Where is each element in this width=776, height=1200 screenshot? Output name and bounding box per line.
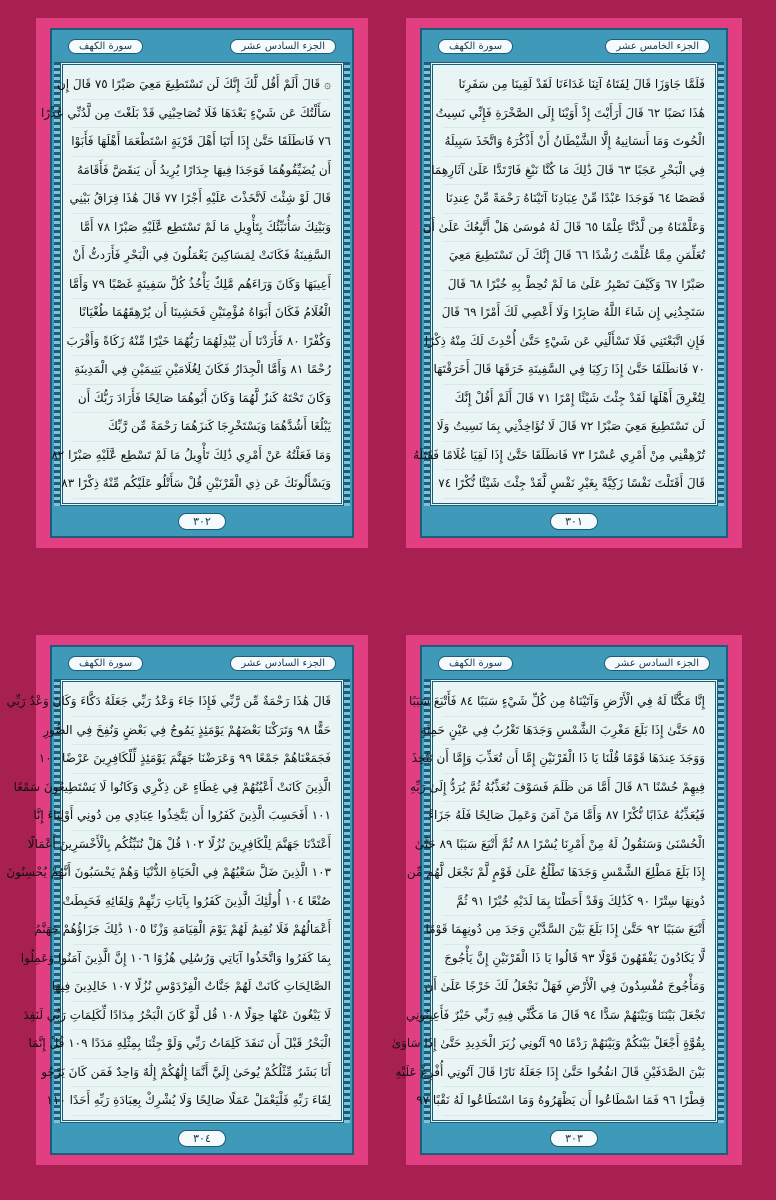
juz-name: الجزء الخامس عشر bbox=[605, 39, 710, 54]
text-line: بَيْنَ الصَّدَفَيْنِ قَالَ انفُخُوا حَتَّىٰ إِذَا جَعَلَهُ نَارًا قَالَ آتُونِي أُفْرِغْ عَلَيْهِ bbox=[443, 1059, 705, 1088]
text-line: فَإِنِ اتَّبَعْتَنِي فَلَا تَسْأَلْنِي عَن شَيْءٍ حَتَّىٰ أُحْدِثَ لَكَ مِنْهُ ذِكْرًا bbox=[443, 328, 705, 357]
text-line: أَعْتَدْنَا جَهَنَّمَ لِلْكَافِرِينَ نُزُلًا ١٠٢ قُلْ هَلْ نُنَبِّئُكُم بِالْأَخْسَرِينَ أَعْمَالًا bbox=[73, 831, 331, 860]
text-line: سَتَجِدُنِي إِن شَاءَ اللَّهُ صَابِرًا وَلَا أَعْصِي لَكَ أَمْرًا ٦٩ قَالَ bbox=[443, 299, 705, 328]
text-line: قَالَ أَقَتَلْتَ نَفْسًا زَكِيَّةً بِغَيْرِ نَفْسٍ لَّقَدْ جِئْتَ شَيْئًا نُّكْرًا ٧٤ bbox=[443, 470, 705, 499]
text-line: هَٰذَا نَصَبًا ٦٢ قَالَ أَرَأَيْتَ إِذْ أَوَيْنَا إِلَى الصَّخْرَةِ فَإِنِّي نَسِيتُ bbox=[443, 100, 705, 129]
text-line: الْغُلَامُ فَكَانَ أَبَوَاهُ مُؤْمِنَيْنِ فَخَشِينَا أَن يُرْهِقَهُمَا طُغْيَانًا bbox=[73, 299, 331, 328]
verse-text bbox=[6, 682, 341, 1116]
page-footer bbox=[422, 1130, 726, 1147]
text-line: سَأَلْتُكَ عَن شَيْءٍ بَعْدَهَا فَلَا تُصَاحِبْنِي قَدْ بَلَغْتَ مِن لَّدُنِّي عُذْرًا bbox=[73, 100, 331, 129]
text-line: ٨٥ حَتَّىٰ إِذَا بَلَغَ مَغْرِبَ الشَّمْسِ وَجَدَهَا تَغْرُبُ فِي عَيْنٍ حَمِئَةٍ bbox=[443, 717, 705, 746]
page-header bbox=[68, 653, 336, 673]
text-line: رُحْمًا ٨١ وَأَمَّا الْجِدَارُ فَكَانَ لِغُلَامَيْنِ يَتِيمَيْنِ فِي الْمَدِينَةِ bbox=[73, 356, 331, 385]
text-frame bbox=[391, 679, 718, 1123]
text-line: بِقُوَّةٍ أَجْعَلْ بَيْنَكُمْ وَبَيْنَهُمْ رَدْمًا ٩٥ آتُونِي زُبَرَ الْحَدِيدِ حَتَّىٰ إِذَا سَاوَىٰ bbox=[443, 1030, 705, 1059]
mushaf-page bbox=[6, 645, 354, 1155]
text-line: وَوَجَدَ عِندَهَا قَوْمًا قُلْنَا يَا ذَا الْقَرْنَيْنِ إِمَّا أَن تُعَذِّبَ وَإِمَّا أَن تَتَّخِذَ bbox=[443, 745, 705, 774]
text-line: ٧٦ فَانطَلَقَا حَتَّىٰ إِذَا أَتَيَا أَهْلَ قَرْيَةٍ اسْتَطْعَمَا أَهْلَهَا فَأَبَوْا bbox=[73, 128, 331, 157]
text-line: حَقًّا ٩٨ وَتَرَكْنَا بَعْضَهُمْ يَوْمَئِذٍ يَمُوجُ فِي بَعْضٍ وَنُفِخَ فِي الصُّورِ bbox=[73, 717, 331, 746]
text-line: أَن يُضَيِّفُوهُمَا فَوَجَدَا فِيهَا جِدَارًا يُرِيدُ أَن يَنقَضَّ فَأَقَامَهُ bbox=[73, 157, 331, 186]
text-line: أَتْبَعَ سَبَبًا ٩٢ حَتَّىٰ إِذَا بَلَغَ بَيْنَ السَّدَّيْنِ وَجَدَ مِن دُونِهِمَا قَوْمًا bbox=[443, 916, 705, 945]
text-frame bbox=[41, 62, 344, 506]
surah-name: سورة الكهف bbox=[438, 39, 513, 54]
verse-text bbox=[391, 682, 715, 1116]
text-line: وَعَلَّمْنَاهُ مِن لَّدُنَّا عِلْمًا ٦٥ قَالَ لَهُ مُوسَىٰ هَلْ أَتَّبِعُكَ عَلَىٰ أَن bbox=[443, 214, 705, 243]
text-line: ١٠١ أَفَحَسِبَ الَّذِينَ كَفَرُوا أَن يَتَّخِذُوا عِبَادِي مِن دُونِي أَوْلِيَاءَ إِنَّا bbox=[73, 802, 331, 831]
text-line: السَّفِينَةُ فَكَانَتْ لِمَسَاكِينَ يَعْمَلُونَ فِي الْبَحْرِ فَأَرَدتُّ أَنْ bbox=[73, 242, 331, 271]
text-line: الْبَحْرُ قَبْلَ أَن تَنفَدَ كَلِمَاتُ رَبِّي وَلَوْ جِئْنَا بِمِثْلِهِ مَدَدًا ١٠٩ قُلْ إِنَّمَا bbox=[73, 1030, 331, 1059]
text-line: فِي الْبَحْرِ عَجَبًا ٦٣ قَالَ ذَٰلِكَ مَا كُنَّا نَبْغِ فَارْتَدَّا عَلَىٰ آثَارِهِمَا bbox=[443, 157, 705, 186]
border-ornament bbox=[344, 62, 350, 506]
text-line: وَمَأْجُوجَ مُفْسِدُونَ فِي الْأَرْضِ فَهَلْ نَجْعَلُ لَكَ خَرْجًا عَلَىٰ أَن bbox=[443, 973, 705, 1002]
text-line: وَكُفْرًا ٨٠ فَأَرَدْنَا أَن يُبْدِلَهُمَا رَبُّهُمَا خَيْرًا مِّنْهُ زَكَاةً وَأَقْرَبَ bbox=[73, 328, 331, 357]
text-line: الْحُسْنَىٰ وَسَنَقُولُ لَهُ مِنْ أَمْرِنَا يُسْرًا ٨٨ ثُمَّ أَتْبَعَ سَبَبًا ٨٩ حَتَّىٰ bbox=[443, 831, 705, 860]
surah-name: سورة الكهف bbox=[68, 39, 143, 54]
text-line: قَالَ لَوْ شِئْتَ لَاتَّخَذْتَ عَلَيْهِ أَجْرًا ٧٧ قَالَ هَٰذَا فِرَاقُ بَيْنِي bbox=[73, 185, 331, 214]
text-line: قَصَصًا ٦٤ فَوَجَدَا عَبْدًا مِّنْ عِبَادِنَا آتَيْنَاهُ رَحْمَةً مِّنْ عِندِنَا bbox=[443, 185, 705, 214]
mushaf-page bbox=[41, 28, 354, 538]
text-line: ١٠٣ الَّذِينَ ضَلَّ سَعْيُهُمْ فِي الْحَيَاةِ الدُّنْيَا وَهُمْ يَحْسَبُونَ أَنَّهُمْ يُحْسِنُونَ bbox=[73, 859, 331, 888]
page-footer bbox=[422, 513, 726, 530]
text-line: وَيَسْأَلُونَكَ عَن ذِي الْقَرْنَيْنِ قُلْ سَأَتْلُو عَلَيْكُم مِّنْهُ ذِكْرًا ٨٣ bbox=[73, 470, 331, 499]
text-line: صَبْرًا ٦٧ وَكَيْفَ تَصْبِرُ عَلَىٰ مَا لَمْ تُحِطْ بِهِ خُبْرًا ٦٨ قَالَ bbox=[443, 271, 705, 300]
text-line: الَّذِينَ كَانَتْ أَعْيُنُهُمْ فِي غِطَاءٍ عَن ذِكْرِي وَكَانُوا لَا يَسْتَطِيعُونَ سَمْعًا bbox=[73, 774, 331, 803]
text-line: قِطْرًا ٩٦ فَمَا اسْطَاعُوا أَن يَظْهَرُوهُ وَمَا اسْتَطَاعُوا لَهُ نَقْبًا ٩٧ bbox=[443, 1087, 705, 1116]
page-number: ٣٠٢ bbox=[178, 513, 226, 530]
border-ornament bbox=[718, 679, 724, 1123]
page-number: ٣٠٤ bbox=[178, 1130, 226, 1147]
text-line: الْحُوتَ وَمَا أَنسَانِيهُ إِلَّا الشَّيْطَانُ أَنْ أَذْكُرَهُ وَاتَّخَذَ سَبِيلَهُ bbox=[443, 128, 705, 157]
text-line: ۞ قَالَ أَلَمْ أَقُل لَّكَ إِنَّكَ لَن تَسْتَطِيعَ مَعِيَ صَبْرًا ٧٥ قَالَ إِن bbox=[73, 71, 331, 100]
border-ornament bbox=[344, 679, 350, 1123]
panel-page-302 bbox=[36, 18, 368, 548]
mushaf-page bbox=[391, 645, 728, 1155]
surah-name: سورة الكهف bbox=[68, 656, 143, 671]
text-line: إِنَّا مَكَّنَّا لَهُ فِي الْأَرْضِ وَآتَيْنَاهُ مِن كُلِّ شَيْءٍ سَبَبًا ٨٤ فَأَتْبَعَ سَبَبًا bbox=[443, 688, 705, 717]
verse-text bbox=[413, 65, 715, 499]
text-line: وَبَيْنِكَ سَأُنَبِّئُكَ بِتَأْوِيلِ مَا لَمْ تَسْتَطِع عَّلَيْهِ صَبْرًا ٧٨ أَمَّا bbox=[73, 214, 331, 243]
text-line: فِيهِمْ حُسْنًا ٨٦ قَالَ أَمَّا مَن ظَلَمَ فَسَوْفَ نُعَذِّبُهُ ثُمَّ يُرَدُّ إِلَىٰ رَبِّهِ bbox=[443, 774, 705, 803]
text-line: تُرْهِقْنِي مِنْ أَمْرِي عُسْرًا ٧٣ فَانطَلَقَا حَتَّىٰ إِذَا لَقِيَا غُلَامًا فَقَتَلَهُ bbox=[443, 442, 705, 471]
text-line: ٧٠ فَانطَلَقَا حَتَّىٰ إِذَا رَكِبَا فِي السَّفِينَةِ خَرَقَهَا قَالَ أَخَرَقْتَهَا bbox=[443, 356, 705, 385]
text-line: بِمَا كَفَرُوا وَاتَّخَذُوا آيَاتِي وَرُسُلِي هُزُوًا ١٠٦ إِنَّ الَّذِينَ آمَنُوا وَعَمِلُوا bbox=[73, 945, 331, 974]
mushaf-page bbox=[413, 28, 728, 538]
text-line: لَا يَبْغُونَ عَنْهَا حِوَلًا ١٠٨ قُل لَّوْ كَانَ الْبَحْرُ مِدَادًا لِّكَلِمَاتِ رَبِّي لَنَفِدَ bbox=[73, 1002, 331, 1031]
surah-name: سورة الكهف bbox=[438, 656, 513, 671]
text-frame bbox=[6, 679, 344, 1123]
page-number: ٣٠٣ bbox=[550, 1130, 598, 1147]
juz-name: الجزء السادس عشر bbox=[230, 656, 336, 671]
text-line: لَّا يَكَادُونَ يَفْقَهُونَ قَوْلًا ٩٣ قَالُوا يَا ذَا الْقَرْنَيْنِ إِنَّ يَأْجُوجَ bbox=[443, 945, 705, 974]
border-ornament bbox=[718, 62, 724, 506]
page-footer bbox=[52, 1130, 352, 1147]
text-line: صُنْعًا ١٠٤ أُولَٰئِكَ الَّذِينَ كَفَرُوا بِآيَاتِ رَبِّهِمْ وَلِقَائِهِ فَحَبِطَتْ bbox=[73, 888, 331, 917]
text-line: فَيُعَذِّبُهُ عَذَابًا نُّكْرًا ٨٧ وَأَمَّا مَنْ آمَنَ وَعَمِلَ صَالِحًا فَلَهُ جَزَاءً bbox=[443, 802, 705, 831]
text-line: لِقَاءَ رَبِّهِ فَلْيَعْمَلْ عَمَلًا صَالِحًا وَلَا يُشْرِكْ بِعِبَادَةِ رَبِّهِ أَحَدًا ١١٠ bbox=[73, 1087, 331, 1116]
text-line: لَن تَسْتَطِيعَ مَعِيَ صَبْرًا ٧٢ قَالَ لَا تُؤَاخِذْنِي بِمَا نَسِيتُ وَلَا bbox=[443, 413, 705, 442]
text-line: الصَّالِحَاتِ كَانَتْ لَهُمْ جَنَّاتُ الْفِرْدَوْسِ نُزُلًا ١٠٧ خَالِدِينَ فِيهَا bbox=[73, 973, 331, 1002]
page-header bbox=[438, 653, 710, 673]
page-number: ٣٠١ bbox=[550, 513, 598, 530]
text-line: وَمَا فَعَلْتُهُ عَنْ أَمْرِي ذَٰلِكَ تَأْوِيلُ مَا لَمْ تَسْطِع عَّلَيْهِ صَبْرًا ٨٢ bbox=[73, 442, 331, 471]
text-line: أَعْمَالُهُمْ فَلَا نُقِيمُ لَهُمْ يَوْمَ الْقِيَامَةِ وَزْنًا ١٠٥ ذَٰلِكَ جَزَاؤُهُمْ جَهَنَّمُ bbox=[73, 916, 331, 945]
verse-text bbox=[41, 65, 341, 499]
text-line: أَنَا بَشَرٌ مِّثْلُكُمْ يُوحَىٰ إِلَيَّ أَنَّمَا إِلَٰهُكُمْ إِلَٰهٌ وَاحِدٌ فَمَن كَانَ يَرْجُو bbox=[73, 1059, 331, 1088]
page-footer bbox=[52, 513, 352, 530]
page-header bbox=[438, 36, 710, 56]
juz-name: الجزء السادس عشر bbox=[604, 656, 710, 671]
text-line: فَجَمَعْنَاهُمْ جَمْعًا ٩٩ وَعَرَضْنَا جَهَنَّمَ يَوْمَئِذٍ لِّلْكَافِرِينَ عَرْضًا ١٠٠ bbox=[73, 745, 331, 774]
text-line: دُونِهَا سِتْرًا ٩٠ كَذَٰلِكَ وَقَدْ أَحَطْنَا بِمَا لَدَيْهِ خُبْرًا ٩١ ثُمَّ bbox=[443, 888, 705, 917]
text-line: تُعَلِّمَنِ مِمَّا عُلِّمْتَ رُشْدًا ٦٦ قَالَ إِنَّكَ لَن تَسْتَطِيعَ مَعِيَ bbox=[443, 242, 705, 271]
text-line: يَبْلُغَا أَشُدَّهُمَا وَيَسْتَخْرِجَا كَنزَهُمَا رَحْمَةً مِّن رَّبِّكَ bbox=[73, 413, 331, 442]
panel-page-301 bbox=[406, 18, 742, 548]
page-header bbox=[68, 36, 336, 56]
text-line: إِذَا بَلَغَ مَطْلِعَ الشَّمْسِ وَجَدَهَا تَطْلُعُ عَلَىٰ قَوْمٍ لَّمْ نَجْعَل لَّهُم مِّن bbox=[443, 859, 705, 888]
text-line: قَالَ هَٰذَا رَحْمَةٌ مِّن رَّبِّي فَإِذَا جَاءَ وَعْدُ رَبِّي جَعَلَهُ دَكَّاءَ وَكَانَ وَعْدُ رَبِّي bbox=[73, 688, 331, 717]
text-frame bbox=[413, 62, 718, 506]
text-line: أَعِيبَهَا وَكَانَ وَرَاءَهُم مَّلِكٌ يَأْخُذُ كُلَّ سَفِينَةٍ غَصْبًا ٧٩ وَأَمَّا bbox=[73, 271, 331, 300]
text-line: وَكَانَ تَحْتَهُ كَنزٌ لَّهُمَا وَكَانَ أَبُوهُمَا صَالِحًا فَأَرَادَ رَبُّكَ أَن bbox=[73, 385, 331, 414]
panel-page-303 bbox=[391, 635, 742, 1165]
juz-name: الجزء السادس عشر bbox=[230, 39, 336, 54]
panel-page-304 bbox=[6, 635, 368, 1165]
text-line: تَجْعَلَ بَيْنَنَا وَبَيْنَهُمْ سَدًّا ٩٤ قَالَ مَا مَكَّنِّي فِيهِ رَبِّي خَيْرٌ فَأَعِينُونِي bbox=[443, 1002, 705, 1031]
text-line: لِتُغْرِقَ أَهْلَهَا لَقَدْ جِئْتَ شَيْئًا إِمْرًا ٧١ قَالَ أَلَمْ أَقُلْ إِنَّكَ bbox=[443, 385, 705, 414]
text-line: فَلَمَّا جَاوَزَا قَالَ لِفَتَاهُ آتِنَا غَدَاءَنَا لَقَدْ لَقِينَا مِن سَفَرِنَا bbox=[443, 71, 705, 100]
